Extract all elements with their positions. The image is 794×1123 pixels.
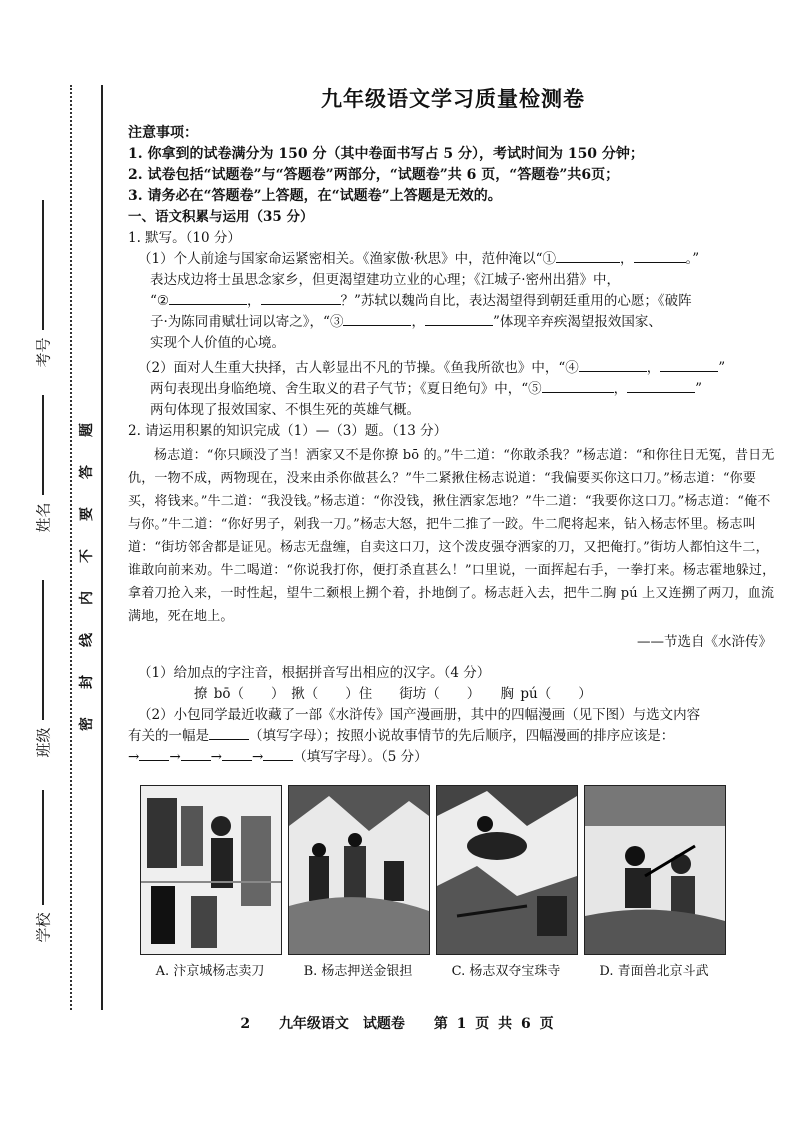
answer-blank[interactable] [343, 325, 411, 326]
answer-blank[interactable] [542, 392, 614, 393]
notice-rule: 2. 试卷包括“试题卷”与“答题卷”两部分，“试题卷”共 6 页，“答题卷”共6页； [128, 167, 620, 183]
exam-content [128, 88, 778, 768]
sub-question: （2）小包同学最近收藏了一部《水浒传》国产漫画册，其中的四幅漫画（见下图）与选文内容 [138, 707, 701, 723]
q1-text: （2）面对人生重大抉择，古人彰显出不凡的节操。《鱼我所欲也》中，“④ [138, 360, 579, 376]
footer-subject: 九年级语文 试题卷 [278, 1016, 405, 1032]
passage-source: ——节选自《水浒传》 [637, 634, 772, 650]
answer-blank[interactable] [209, 739, 249, 740]
exam-number-blank[interactable] [42, 200, 44, 330]
answer-blank[interactable] [556, 262, 620, 263]
q1-part1-line: 子·为陈同甫赋壮词以寄之》，“③ ， ”体现辛弃疾渴望报效国家、 [150, 314, 662, 330]
question-title: 2. 请运用积累的知识完成（1）—（3）题。（13 分） [128, 423, 448, 439]
exam-title: 九年级语文学习质量检测卷 [321, 86, 585, 111]
sub-question: （1）给加点的字注音，根据拼音写出相应的汉字。（4 分） [138, 665, 491, 681]
seal-char: 答 [79, 465, 95, 479]
seal-line-text [76, 420, 96, 734]
answer-blank[interactable] [660, 371, 718, 372]
seal-char: 不 [79, 549, 95, 563]
answer-blank[interactable] [634, 262, 686, 263]
answer-blank[interactable] [579, 371, 647, 372]
sub-question-text: （填写字母）；按照小说故事情节的先后顺序，四幅漫画的排序应该是： [249, 728, 675, 744]
reading-passage: 杨志道：“你只顾没了当！洒家又不是你撩 bō 的。”牛二道：“你敢杀我？”杨志道：“和你往日无冤，昔日无仇，一物不成，两物现在，没来由杀你做甚么？”牛二紧揪住杨志说道：“我偏要买你这口刀。”杨志道：“你要买，将钱来。”牛二道：“我没钱。”杨志道：“你没钱，揪住洒家怎地？”牛二道：“我要你这口刀。”杨志道：“俺不与你。”牛二道：“你好男子，剁我一刀。”杨志大怒，把牛二推了一跤。牛二爬将起来，钻入杨志怀里。杨志叫道：“街坊邻舍都是证见。杨志无盘缠，自卖这口刀，这个泼皮强夺洒家的刀，又把俺打。”街坊人都怕这牛二，谁敢向前来劝。牛二喝道：“你说我打你，便打杀直甚么！”口里说，一面挥起右手，一拳打来。杨志霍地躲过，拿着刀抢入来，一时性起，望牛二颡根上搠个着，扑地倒了。杨志赶入去，把牛二胸 pú 上又连搠了两刀，血流满地，死在地上。 [128, 448, 776, 624]
seal-char: 内 [79, 591, 95, 605]
page-footer [0, 1013, 794, 1033]
q1-text: 两句表现出身临绝境、舍生取义的君子气节；《夏日绝句》中，“⑤ [150, 381, 542, 397]
question-title: 1. 默写。（10 分） [128, 230, 241, 246]
seal-char: 题 [79, 423, 95, 437]
sub-question-line [128, 726, 778, 747]
notice-heading: 注意事项： [128, 125, 198, 141]
comic-image-a [140, 785, 282, 955]
sequence-line: → → → → （填写字母）。（5 分） [128, 749, 428, 765]
q1-part1-line: （1）个人前途与国家命运紧密相关。《渔家傲·秋思》中，范仲淹以“① ， 。” [138, 251, 700, 267]
q1-text: 子·为陈同甫赋壮词以寄之》，“③ [150, 314, 344, 330]
comic-image-b [288, 785, 430, 955]
q1-text: ？”苏轼以魏尚自比，表达渴望得到朝廷重用的心愿；《破阵 [340, 293, 692, 309]
school-label: 学校 [34, 912, 53, 943]
notice-rule: 3. 请务必在“答题卷”上答题，在“试题卷”上答题是无效的。 [128, 188, 502, 204]
comic-image-d [584, 785, 726, 955]
class-field[interactable] [28, 580, 58, 763]
q1-text: （1）个人前途与国家命运紧密相关。《渔家傲·秋思》中，范仲淹以“① [138, 251, 557, 267]
sub-question-text: 有关的一幅是 [128, 728, 209, 744]
section-title: 一、语文积累与运用（35 分） [128, 209, 314, 225]
answer-blank[interactable] [139, 760, 169, 761]
answer-blank[interactable] [222, 760, 252, 761]
q1-text: 表达戍边将士虽思念家乡，但更渴望建功立业的心理；《江城子·密州出猎》中， [150, 272, 621, 288]
binding-margin [0, 0, 110, 1123]
notice-rule: 1. 你拿到的试卷满分为 150 分（其中卷面书写占 5 分），考试时间为 150 分钟； [128, 146, 644, 162]
q1-text: 实现个人价值的心境。 [150, 335, 285, 351]
q1-text: ”体现辛弃疾渴望报效国家、 [492, 314, 662, 330]
sub-question-text: （填写字母）。（5 分） [293, 749, 428, 765]
q1-part1-line: “② ， ？”苏轼以魏尚自比，表达渴望得到朝廷重用的心愿；《破阵 [150, 293, 692, 309]
exam-number-label: 考号 [34, 337, 53, 368]
answer-blank[interactable] [425, 325, 493, 326]
class-label: 班级 [34, 727, 53, 758]
class-blank[interactable] [42, 580, 44, 720]
comic-caption-c: C. 杨志双夺宝珠寺 [451, 964, 561, 979]
answer-blank[interactable] [181, 760, 211, 761]
name-blank[interactable] [42, 395, 44, 495]
pinyin-row: 撩 bō（ ） 揪（ ）住 街坊（ ） 胸 pú（ ） [194, 686, 592, 702]
answer-blank[interactable] [169, 304, 247, 305]
seal-char: 要 [79, 507, 95, 521]
seal-char: 封 [79, 675, 95, 689]
q1-part2-line: （2）面对人生重大抉择，古人彰显出不凡的节操。《鱼我所欲也》中，“④ ， ” [138, 360, 726, 376]
answer-blank[interactable] [627, 392, 695, 393]
comic-image-c [436, 785, 578, 955]
binding-solid-line [101, 85, 103, 1010]
name-field[interactable] [28, 395, 58, 538]
q1-part2-line: 两句表现出身临绝境、舍生取义的君子气节；《夏日绝句》中，“⑤ ， ” [150, 381, 703, 397]
school-blank[interactable] [42, 790, 44, 905]
q1-text: “② [150, 293, 170, 309]
q1-text: 两句体现了报效国家、不惧生死的英雄气概。 [150, 402, 420, 418]
comic-caption-d: D. 青面兽北京斗武 [599, 964, 709, 979]
exam-number-field[interactable] [28, 200, 58, 373]
answer-blank[interactable] [263, 760, 293, 761]
comic-caption-b: B. 杨志押送金银担 [303, 964, 413, 979]
seal-char: 密 [79, 717, 95, 731]
dotted-seal-line [70, 85, 72, 1010]
answer-blank[interactable] [261, 304, 341, 305]
page-mark: 2 [240, 1016, 251, 1032]
seal-char: 线 [79, 633, 95, 647]
page-number: 第 1 页 共 6 页 [433, 1016, 554, 1032]
comic-images [140, 785, 720, 985]
comic-caption-a: A. 汴京城杨志卖刀 [155, 964, 265, 979]
name-label: 姓名 [34, 502, 53, 533]
school-field[interactable] [28, 790, 58, 948]
